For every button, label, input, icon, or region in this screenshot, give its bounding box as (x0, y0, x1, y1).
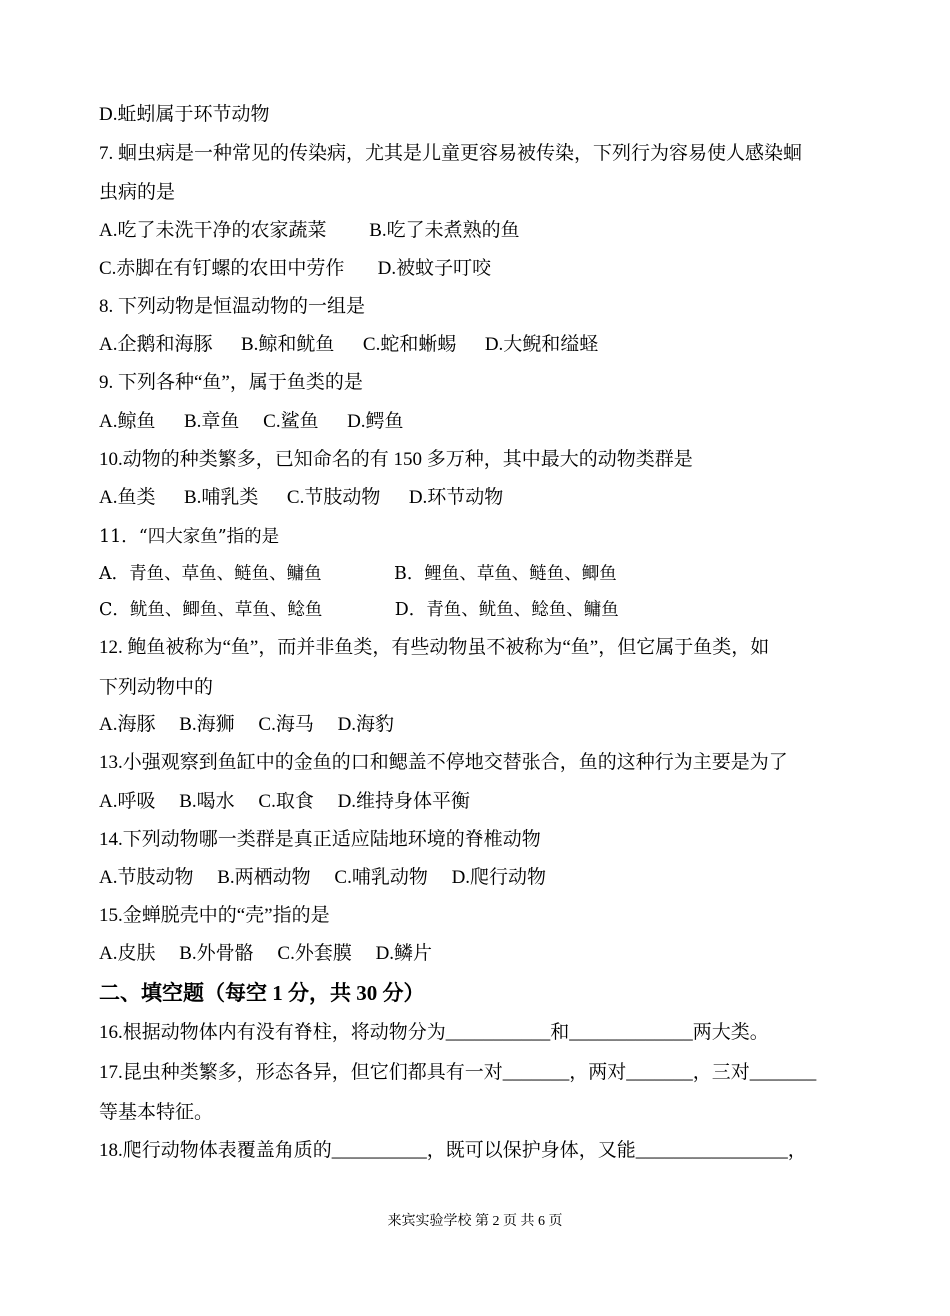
question-12-options: A.海豚 B.海狮 C.海马 D.海豹 (99, 714, 395, 735)
question-11-options-ab: A．青鱼、草鱼、鲢鱼、鳙鱼 B．鲤鱼、草鱼、鲢鱼、鲫鱼 (99, 564, 617, 584)
question-9-options: A.鲸鱼 B.章鱼 C.鲨鱼 D.鳄鱼 (99, 411, 404, 432)
question-10-text: 10.动物的种类繁多，已知命名的有 150 多万种，其中最大的动物类群是 (99, 449, 693, 470)
question-15-text: 15.金蝉脱壳中的“壳”指的是 (99, 905, 330, 926)
question-13-text: 13.小强观察到鱼缸中的金鱼的口和鳃盖不停地交替张合，鱼的这种行为主要是为了 (99, 752, 788, 773)
option-d-earthworm: D.蚯蚓属于环节动物 (99, 104, 270, 125)
page-footer: 来宾实验学校 第 2 页 共 6 页 (387, 1214, 563, 1229)
question-13-options: A.呼吸 B.喝水 C.取食 D.维持身体平衡 (99, 791, 471, 812)
question-9-text: 9. 下列各种“鱼”，属于鱼类的是 (99, 372, 363, 393)
question-14-options: A.节肢动物 B.两栖动物 C.哺乳动物 D.爬行动物 (99, 867, 547, 888)
question-16-text: 16.根据动物体内有没有脊柱，将动物分为___________和_____________两大类。 (99, 1022, 769, 1043)
question-7-options-ab: A.吃了未洗干净的农家蔬菜 B.吃了未煮熟的鱼 (99, 220, 520, 241)
question-12-text: 12. 鲍鱼被称为“鱼”，而并非鱼类，有些动物虽不被称为“鱼”，但它属于鱼类，如 (99, 637, 770, 658)
question-17-text: 17.昆虫种类繁多，形态各异，但它们都具有一对_______，两对_______，三对_______ (99, 1062, 817, 1083)
question-11-options-cd: C．鱿鱼、鲫鱼、草鱼、鲶鱼 D．青鱼、鱿鱼、鲶鱼、鳙鱼 (99, 600, 619, 620)
question-12-text-cont: 下列动物中的 (99, 677, 214, 698)
question-15-options: A.皮肤 B.外骨骼 C.外套膜 D.鳞片 (99, 943, 433, 964)
question-14-text: 14.下列动物哪一类群是真正适应陆地环境的脊椎动物 (99, 829, 541, 850)
question-17-text-cont: 等基本特征。 (99, 1102, 214, 1123)
question-11-text: 11．“四大家鱼”指的是 (99, 527, 280, 547)
question-10-options: A.鱼类 B.哺乳类 C.节肢动物 D.环节动物 (99, 487, 504, 508)
question-7-options-cd: C.赤脚在有钉螺的农田中劳作 D.被蚊子叮咬 (99, 258, 492, 279)
question-8-text: 8. 下列动物是恒温动物的一组是 (99, 296, 366, 317)
question-7-text: 7. 蛔虫病是一种常见的传染病，尤其是儿童更容易被传染，下列行为容易使人感染蛔 (99, 143, 803, 164)
question-7-text-cont: 虫病的是 (99, 182, 176, 203)
question-8-options: A.企鹅和海豚 B.鲸和鱿鱼 C.蛇和蜥蜴 D.大鲵和缢蛏 (99, 334, 599, 355)
section-heading-fill-in: 二、填空题（每空 1 分，共 30 分） (99, 981, 425, 1005)
question-18-text: 18.爬行动物体表覆盖角质的__________，既可以保护身体，又能________________， (99, 1140, 807, 1161)
